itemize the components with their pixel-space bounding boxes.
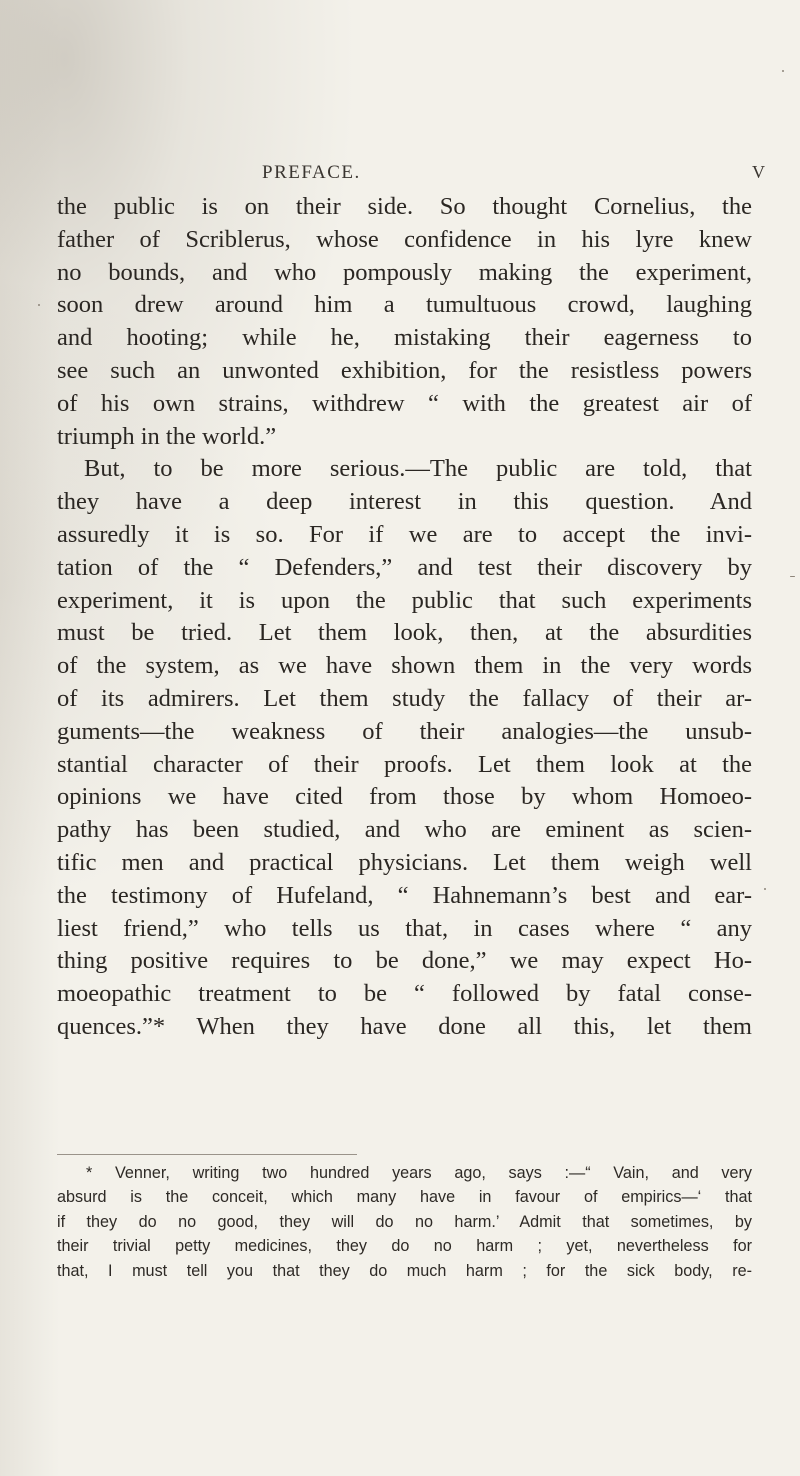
footnote-line: if they do no good, they will do no harm.’ Admit that sometimes, by bbox=[57, 1212, 752, 1231]
body-line: But, to be more serious.—The public are told, that bbox=[84, 455, 752, 483]
body-line: stantial character of their proofs. Let them look at the bbox=[57, 750, 752, 778]
body-line: no bounds, and who pompously making the experiment, bbox=[57, 258, 752, 286]
body-line: must be tried. Let them look, then, at the absurdities bbox=[57, 619, 752, 647]
footnote-line: * Venner, writing two hundred years ago, says :—“ Vain, and very bbox=[86, 1164, 752, 1182]
body-line: the public is on their side. So thought Cornelius, the bbox=[57, 193, 752, 220]
body-line: tation of the “ Defenders,” and test their discovery by bbox=[57, 553, 752, 581]
body-line: and hooting; while he, mistaking their eagerness to bbox=[57, 324, 752, 352]
body-line: of his own strains, withdrew “ with the greatest air of bbox=[57, 389, 752, 417]
paper-speck bbox=[790, 576, 795, 577]
body-text bbox=[57, 191, 752, 1044]
body-line: they have a deep interest in this question. And bbox=[57, 488, 752, 516]
body-line: guments—the weakness of their analogies—the unsub- bbox=[57, 717, 752, 745]
body-line: father of Scriblerus, whose confidence in his lyre knew bbox=[57, 225, 752, 253]
body-line: quences.”* When they have done all this, let them bbox=[57, 1012, 752, 1040]
body-line: experiment, it is upon the public that such experiments bbox=[57, 586, 752, 614]
page-number: V bbox=[752, 162, 765, 182]
body-line: pathy has been studied, and who are eminent as scien- bbox=[57, 816, 752, 844]
running-head bbox=[0, 162, 800, 186]
page-title: PREFACE. bbox=[262, 162, 361, 183]
footnote-line: absurd is the conceit, which many have in favour of empirics—‘ that bbox=[57, 1188, 752, 1207]
body-line: assuredly it is so. For if we are to accept the invi- bbox=[57, 520, 752, 548]
body-line: see such an unwonted exhibition, for the resistless powers bbox=[57, 356, 752, 384]
body-line: tific men and practical physicians. Let them weigh well bbox=[57, 848, 752, 876]
body-line: triumph in the world.” bbox=[57, 422, 277, 450]
body-line: moeopathic treatment to be “ followed by fatal conse- bbox=[57, 980, 752, 1008]
paper-speck bbox=[782, 70, 784, 72]
footnote bbox=[57, 1161, 752, 1283]
body-line: of the system, as we have shown them in the very words bbox=[57, 652, 752, 680]
body-line: of its admirers. Let them study the fallacy of their ar- bbox=[57, 684, 752, 712]
body-line: the testimony of Hufeland, “ Hahnemann’s best and ear- bbox=[57, 881, 752, 909]
footnote-line: that, I must tell you that they do much harm ; for the sick body, re- bbox=[57, 1261, 752, 1280]
footnote-line: their trivial petty medicines, they do no harm ; yet, nevertheless for bbox=[57, 1237, 752, 1256]
body-line: soon drew around him a tumultuous crowd, laughing bbox=[57, 291, 752, 319]
paper-speck bbox=[764, 888, 766, 890]
body-line: liest friend,” who tells us that, in cases where “ any bbox=[57, 914, 752, 942]
body-line: thing positive requires to be done,” we may expect Ho- bbox=[57, 947, 752, 975]
footnote-rule bbox=[57, 1154, 357, 1155]
paper-speck bbox=[38, 304, 40, 306]
body-line: opinions we have cited from those by whom Homoeo- bbox=[57, 783, 752, 811]
